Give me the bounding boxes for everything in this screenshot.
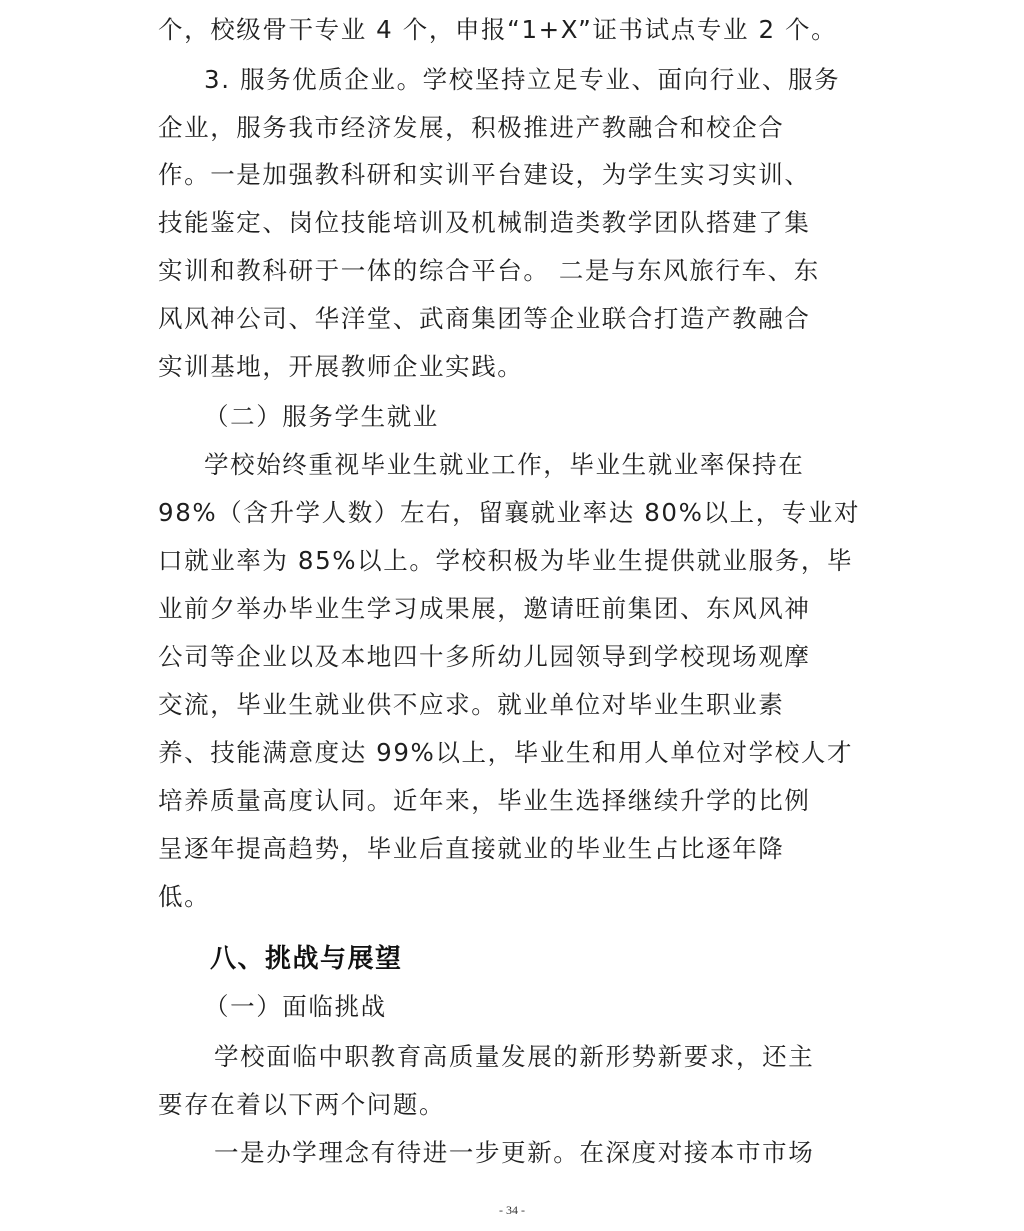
text-line: 企业，服务我市经济发展，积极推进产教融合和校企合	[158, 113, 785, 142]
section-heading: 八、挑战与展望	[210, 944, 403, 974]
subsection-title: （一）面临挑战	[204, 992, 387, 1021]
text-line: 学校面临中职教育高质量发展的新形势新要求，还主	[214, 1042, 815, 1071]
text-line: 学校始终重视毕业生就业工作，毕业生就业率保持在	[204, 450, 805, 479]
subsection-title: （二）服务学生就业	[204, 402, 439, 431]
text-line: 交流，毕业生就业供不应求。就业单位对毕业生职业素	[158, 690, 785, 719]
page-number: - 34 -	[499, 1203, 525, 1217]
text-line: 口就业率为 85%以上。学校积极为毕业生提供就业服务，毕	[158, 546, 854, 575]
text-line: 一是办学理念有待进一步更新。在深度对接本市市场	[214, 1138, 815, 1167]
text-line: 3. 服务优质企业。学校坚持立足专业、面向行业、服务	[204, 65, 841, 94]
text-line: 公司等企业以及本地四十多所幼儿园领导到学校现场观摩	[158, 642, 811, 671]
text-line: 业前夕举办毕业生学习成果展，邀请旺前集团、东风风神	[158, 594, 811, 623]
text-line: 98%（含升学人数）左右，留襄就业率达 80%以上，专业对	[158, 498, 861, 527]
text-line: 呈逐年提高趋势，毕业后直接就业的毕业生占比逐年降	[158, 834, 785, 863]
text-line: 个，校级骨干专业 4 个，申报“1+X”证书试点专业 2 个。	[158, 15, 838, 44]
text-line: 实训和教科研于一体的综合平台。 二是与东风旅行车、东	[158, 256, 820, 285]
text-line: 技能鉴定、岗位技能培训及机械制造类教学团队搭建了集	[158, 208, 811, 237]
text-line: 养、技能满意度达 99%以上，毕业生和用人单位对学校人才	[158, 738, 854, 767]
text-line: 风风神公司、华洋堂、武商集团等企业联合打造产教融合	[158, 304, 811, 333]
text-line: 作。一是加强教科研和实训平台建设，为学生实习实训、	[158, 160, 811, 189]
text-line: 要存在着以下两个问题。	[158, 1090, 446, 1119]
text-line: 低。	[158, 882, 211, 911]
text-line: 实训基地，开展教师企业实践。	[158, 352, 524, 381]
text-line: 培养质量高度认同。近年来，毕业生选择继续升学的比例	[158, 786, 811, 815]
